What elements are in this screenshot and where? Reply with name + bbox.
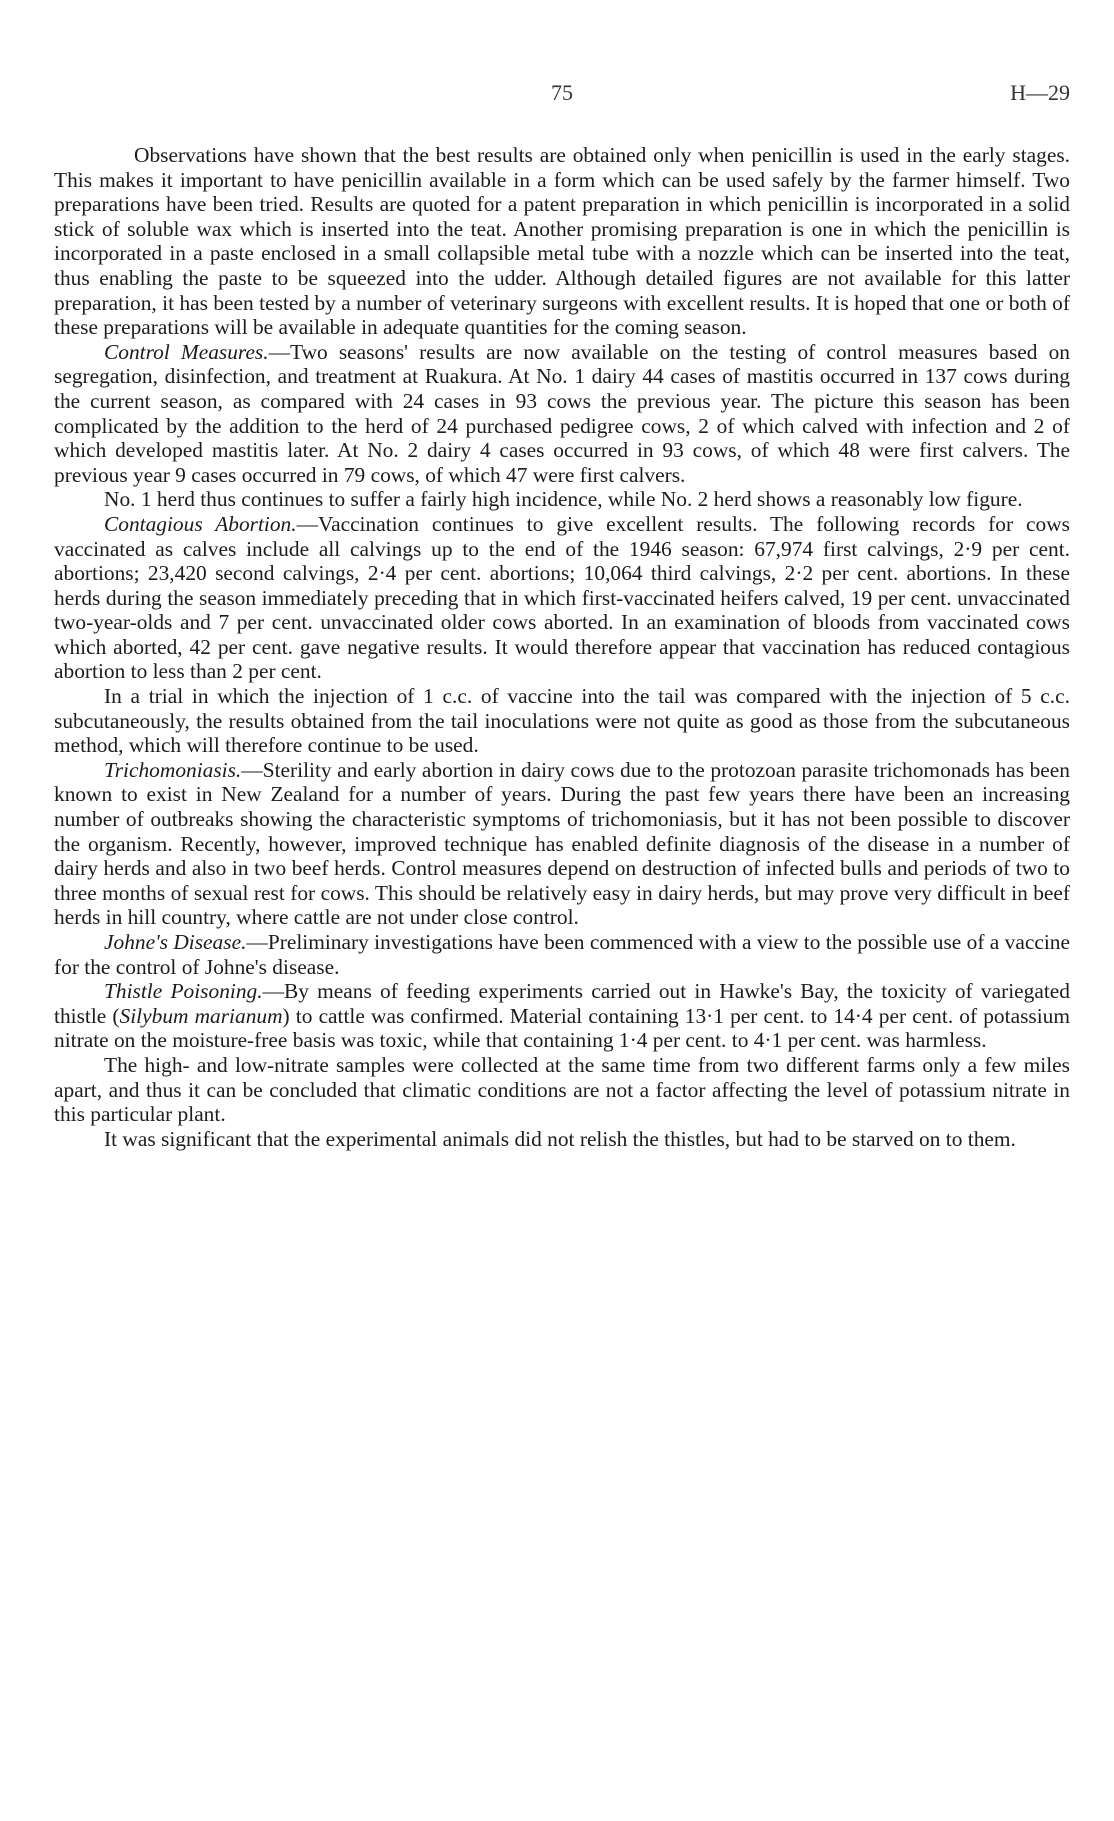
species-name: Silybum marianum	[119, 1003, 283, 1028]
section-heading: Johne's Disease.	[104, 930, 247, 954]
paragraph-text: Observations have shown that the best results are obtained only when penicillin is used in the early stages. This makes it important to have penicillin available in a form which can be used safely by the farmer himself. Two preparations have been tried. Results are quoted for a patent preparation in which penicillin is incorporated in a solid stick of soluble wax which is inserted into the teat. Another promising preparation is one in which the penicillin is incorporated in a paste enclosed in a small collapsible metal tube with a nozzle which can be inserted into the teat, thus enabling the paste to be squeezed into the udder. Although detailed figures are not available for this latter preparation, it has been tested by a number of veterinary surgeons with excellent results. It is hoped that one or both of these preparations will be available in adequate quantities for the coming season.	[54, 143, 1070, 340]
paragraph-trichomoniasis	[54, 758, 1070, 930]
page-number: 75	[551, 80, 573, 105]
paragraph-starved-animals	[54, 1127, 1070, 1152]
paragraph-text: —Sterility and early abortion in dairy cows due to the protozoan parasite trichomonads has been known to exist in New Zealand for a number of years. During the past few years there have been an increasing number of outbreaks showing the characteristic symptoms of trichomoniasis, but it has not been possible to discover the organism. Recently, however, improved technique has enabled definite diagnosis of the disease in a number of dairy herds and also in two beef herds. Control measures depend on destruction of infected bulls and periods of two to three months of sexual rest for cows. This should be relatively easy in dairy herds, but may prove very difficult in beef herds in hill country, where cattle are not under close control.	[54, 757, 1070, 930]
paragraph-penicillin-preparations	[54, 143, 1070, 340]
paragraph-text: It was significant that the experimental animals did not relish the thistles, but had to be starved on to them.	[104, 1126, 1016, 1151]
paragraph-text: No. 1 herd thus continues to suffer a fairly high incidence, while No. 2 herd shows a reasonably low figure.	[104, 487, 1023, 512]
paragraph-johnes-disease	[54, 930, 1070, 979]
paragraph-thistle-poisoning	[54, 979, 1070, 1053]
paragraph-vaccine-trial	[54, 684, 1070, 758]
body-text	[54, 143, 1070, 1151]
section-heading: Contagious Abortion.	[104, 511, 297, 536]
page-header	[54, 80, 1070, 116]
document-reference: H—29	[1010, 80, 1070, 105]
section-heading: Trichomoniasis.	[104, 757, 242, 782]
paragraph-text: —By means of feeding experiments carried out in Hawke's Bay, the toxicity of variegated thistle (	[54, 979, 1070, 1028]
paragraph-text: In a trial in which the injection of 1 c.c. of vaccine into the tail was compared with the injection of 5 c.c. subcutaneously, the results obtained from the tail inoculations were not quite as good as those from the subcutaneous method, which will therefore continue to be used.	[54, 684, 1070, 758]
paragraph-text: —Preliminary investigations have been commenced with a view to the possible use of a vaccine for the control of Johne's disease.	[54, 930, 1070, 979]
paragraph-text: —Vaccination continues to give excellent results. The following records for cows vaccinated as calves include all calvings up to the end of the 1946 season: 67,974 first calvings, 2·9 per cent. abortions; 23,420 second calvings, 2·4 per cent. abortions; 10,064 third calvings, 2·2 per cent. abortions. In these herds during the season immediately preceding that in which first-vaccinated heifers calved, 19 per cent. unvaccinated two-year-olds and 7 per cent. unvaccinated older cows aborted. In an examination of bloods from vaccinated cows which aborted, 42 per cent. gave negative results. It would therefore appear that vaccination has reduced contagious abortion to less than 2 per cent.	[54, 511, 1070, 684]
paragraph-contagious-abortion	[54, 512, 1070, 684]
paragraph-text: ) to cattle was confirmed. Material containing 13·1 per cent. to 14·4 per cent. of potassium nitrate on the moisture-free basis was toxic, while that containing 1·4 per cent. to 4·1 per cent. was harmless.	[54, 1003, 1070, 1053]
paragraph-herd-incidence	[54, 487, 1070, 512]
section-heading: Control Measures.	[104, 339, 269, 364]
paragraph-nitrate-samples	[54, 1053, 1070, 1127]
paragraph-text: —Two seasons' results are now available on the testing of control measures based on segregation, disinfection, and treatment at Ruakura. At No. 1 dairy 44 cases of mastitis occurred in 137 cows during the current season, as compared with 24 cases in 93 cows the previous year. The picture this season has been complicated by the addition to the herd of 24 purchased pedigree cows, 2 of which calved with infection and 2 of which developed mastitis later. At No. 2 dairy 4 cases occurred in 93 cows, of which 48 were first calvers. The previous year 9 cases occurred in 79 cows, of which 47 were first calvers.	[54, 339, 1070, 487]
section-heading: Thistle Poisoning.	[104, 979, 263, 1004]
paragraph-text: The high- and low-nitrate samples were collected at the same time from two different farms only a few miles apart, and thus it can be concluded that climatic conditions are not a factor affecting the level of potassium nitrate in this particular plant.	[54, 1052, 1070, 1127]
paragraph-control-measures	[54, 340, 1070, 488]
